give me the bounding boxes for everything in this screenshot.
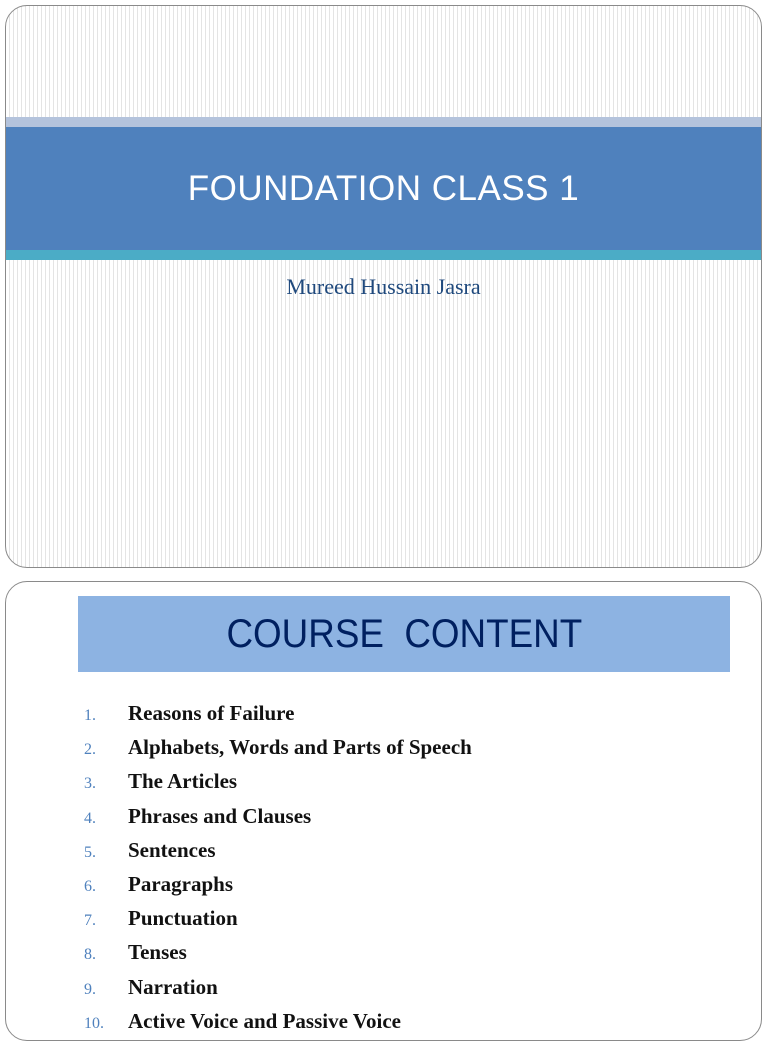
list-item-text: Punctuation — [128, 906, 238, 931]
list-item-text: Active Voice and Passive Voice — [128, 1008, 401, 1033]
list-item-text: Reasons of Failure — [128, 701, 295, 725]
title-top-stripe — [6, 117, 761, 127]
list-item — [84, 940, 472, 974]
list-item — [84, 769, 472, 803]
title-slide — [5, 5, 762, 568]
list-item — [84, 1009, 472, 1041]
list-item-text: The Articles — [128, 769, 238, 794]
list-item — [84, 735, 472, 769]
list-item — [84, 906, 472, 940]
list-item-number: 3. — [84, 775, 96, 793]
slide-title: FOUNDATION CLASS 1 — [187, 168, 580, 208]
list-item-text: Alphabets, Words and Parts of Speech — [128, 735, 472, 760]
list-item-text: Phrases and Clauses — [128, 803, 312, 828]
list-item-number: 9. — [84, 980, 96, 998]
list-item-number: 6. — [84, 877, 96, 895]
course-content-title: COURSE CONTENT — [226, 611, 582, 656]
list-item-number: 4. — [84, 809, 96, 827]
list-item — [84, 872, 472, 906]
list-item — [84, 804, 472, 838]
course-list — [84, 701, 472, 1041]
list-item-number: 8. — [84, 946, 96, 964]
course-content-header — [78, 596, 730, 672]
list-item-number: 5. — [84, 843, 96, 861]
course-content-slide — [5, 581, 762, 1041]
list-item-number: 1. — [84, 707, 96, 724]
list-item-number: 10. — [84, 1014, 104, 1032]
list-item — [84, 975, 472, 1009]
list-item-text: Paragraphs — [128, 871, 233, 896]
list-item-text: Tenses — [128, 940, 187, 965]
title-bottom-stripe — [6, 250, 761, 260]
slide-subtitle: Mureed Hussain Jasra — [286, 274, 481, 299]
list-item-number: 2. — [84, 741, 96, 759]
list-item-text: Narration — [128, 974, 218, 999]
list-item-text: Sentences — [128, 837, 216, 862]
list-item — [84, 838, 472, 872]
list-item-number: 7. — [84, 912, 96, 930]
list-item — [84, 701, 472, 735]
